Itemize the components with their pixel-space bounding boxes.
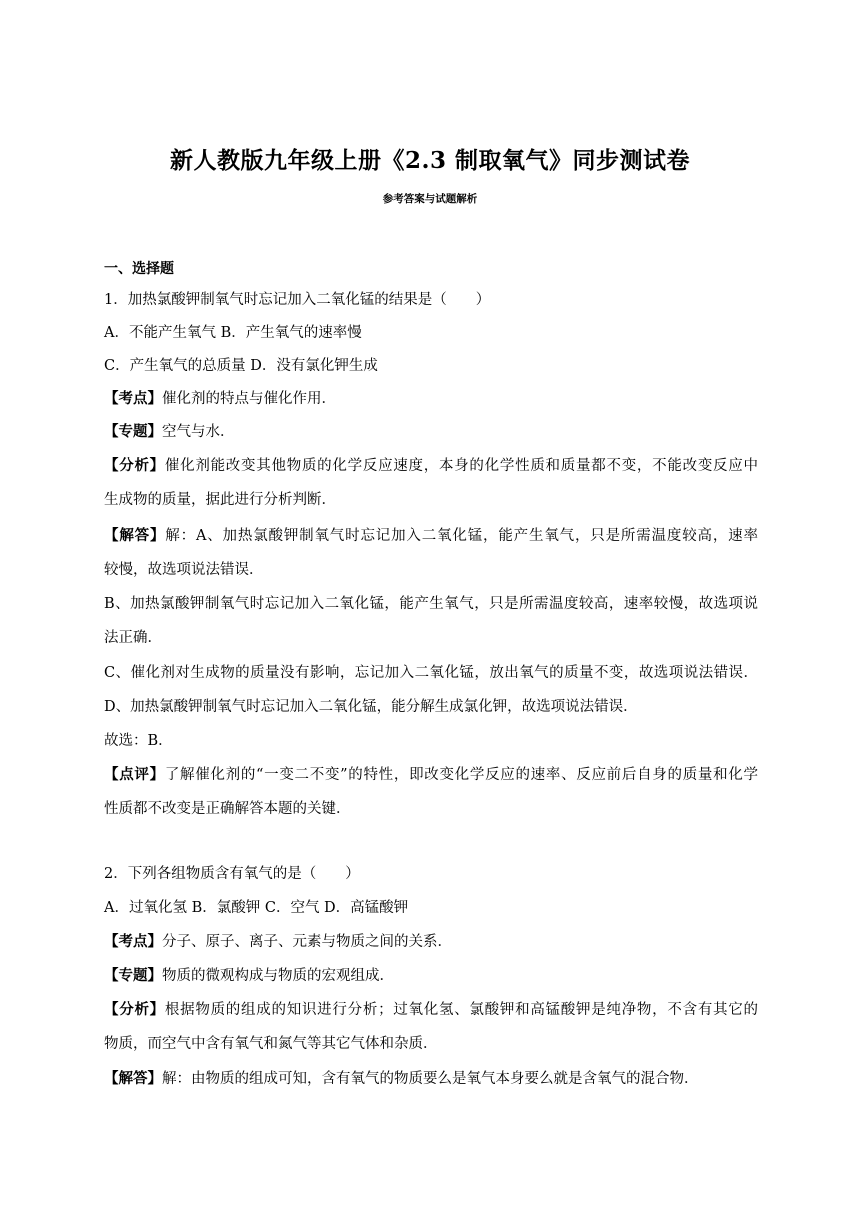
page-title: 新人教版九年级上册《2.3 制取氧气》同步测试卷 xyxy=(169,147,691,174)
q2-kaodian-tag: 【考点】 xyxy=(104,933,162,950)
q1-kaodian xyxy=(104,389,758,409)
q1-kaodian-tag: 【考点】 xyxy=(104,390,162,407)
q1-fenxi-line2: 生成物的质量，据此进行分析判断． xyxy=(104,492,336,508)
q2-kaodian xyxy=(104,932,758,952)
q1-c-line: C、催化剂对生成物的质量没有影响，忘记加入二氧化锰，放出氧气的质量不变，故选项说法错误． xyxy=(104,665,758,681)
q1-fenxi-line1 xyxy=(104,456,758,476)
q2-fenxi-line2: 物质，而空气中含有氧气和氮气等其它气体和杂质． xyxy=(104,1036,438,1052)
q1-kaodian-text: 催化剂的特点与催化作用． xyxy=(162,391,336,407)
q1-options-line1: A．不能产生氧气 B．产生氧气的速率慢 xyxy=(104,325,362,341)
q1-dianping-text-1: 了解催化剂的“一变二不变”的特性，即改变化学反应的速率、反应前后自身的质量和化学 xyxy=(164,767,758,783)
q1-d-line: D、加热氯酸钾制氧气时忘记加入二氧化锰，能分解生成氯化钾，故选项说法错误． xyxy=(104,699,638,715)
q1-dianping-tag: 【点评】 xyxy=(104,766,165,783)
q2-zhuanti-tag: 【专题】 xyxy=(104,967,162,984)
q1-fenxi-text-1: 催化剂能改变其他物质的化学反应速度，本身的化学性质和质量都不变，不能改变反应中 xyxy=(164,458,758,474)
q2-stem: 2．下列各组物质含有氧气的是（ ） xyxy=(104,866,360,882)
q2-fenxi-line1 xyxy=(104,1000,758,1020)
q1-zhuanti xyxy=(104,422,758,442)
q2-jieda-text-1: 解：由物质的组成可知，含有氧气的物质要么是氧气本身要么就是含氧气的混合物． xyxy=(162,1071,699,1087)
q2-jieda-tag: 【解答】 xyxy=(104,1070,162,1087)
q1-fenxi-tag: 【分析】 xyxy=(104,457,165,474)
q2-zhuanti-text: 物质的微观构成与物质的宏观组成． xyxy=(162,968,394,984)
q1-dianping-line2: 性质都不改变是正确解答本题的关键． xyxy=(104,801,351,817)
q2-fenxi-text-1: 根据物质的组成的知识进行分析；过氧化氢、氯酸钾和高锰酸钾是纯净物，不含有其它的 xyxy=(164,1002,758,1018)
q2-options-line1: A．过氧化氢 B．氯酸钾 C．空气 D．高锰酸钾 xyxy=(104,900,409,916)
page-subtitle: 参考答案与试题解析 xyxy=(382,193,478,205)
q1-stem: 1．加热氯酸钾制氧气时忘记加入二氧化锰的结果是（ ） xyxy=(104,292,491,308)
q1-dianping-line1 xyxy=(104,765,758,785)
q1-jieda-text-1: 解：A、加热氯酸钾制氧气时忘记加入二氧化锰，能产生氧气，只是所需温度较高，速率 xyxy=(165,528,759,544)
q2-zhuanti xyxy=(104,966,758,986)
q1-zhuanti-tag: 【专题】 xyxy=(104,423,162,440)
q2-jieda-line1 xyxy=(104,1069,758,1089)
q1-b-line2: 法正确． xyxy=(104,630,162,646)
q1-jieda-line2: 较慢，故选项说法错误． xyxy=(104,562,264,578)
q1-answer: 故选：B． xyxy=(104,733,173,749)
q1-options-line2: C．产生氧气的总质量 D．没有氯化钾生成 xyxy=(104,358,378,374)
q1-jieda-tag: 【解答】 xyxy=(104,527,166,544)
q1-zhuanti-text: 空气与水． xyxy=(162,424,235,440)
section-heading: 一、选择题 xyxy=(104,261,174,277)
q1-b-line1: B、加热氯酸钾制氧气时忘记加入二氧化锰，能产生氧气，只是所需温度较高，速率较慢，故选项说 xyxy=(104,596,758,612)
q2-fenxi-tag: 【分析】 xyxy=(104,1001,165,1018)
q2-kaodian-text: 分子、原子、离子、元素与物质之间的关系． xyxy=(162,934,452,950)
q1-jieda-line1 xyxy=(104,526,758,546)
